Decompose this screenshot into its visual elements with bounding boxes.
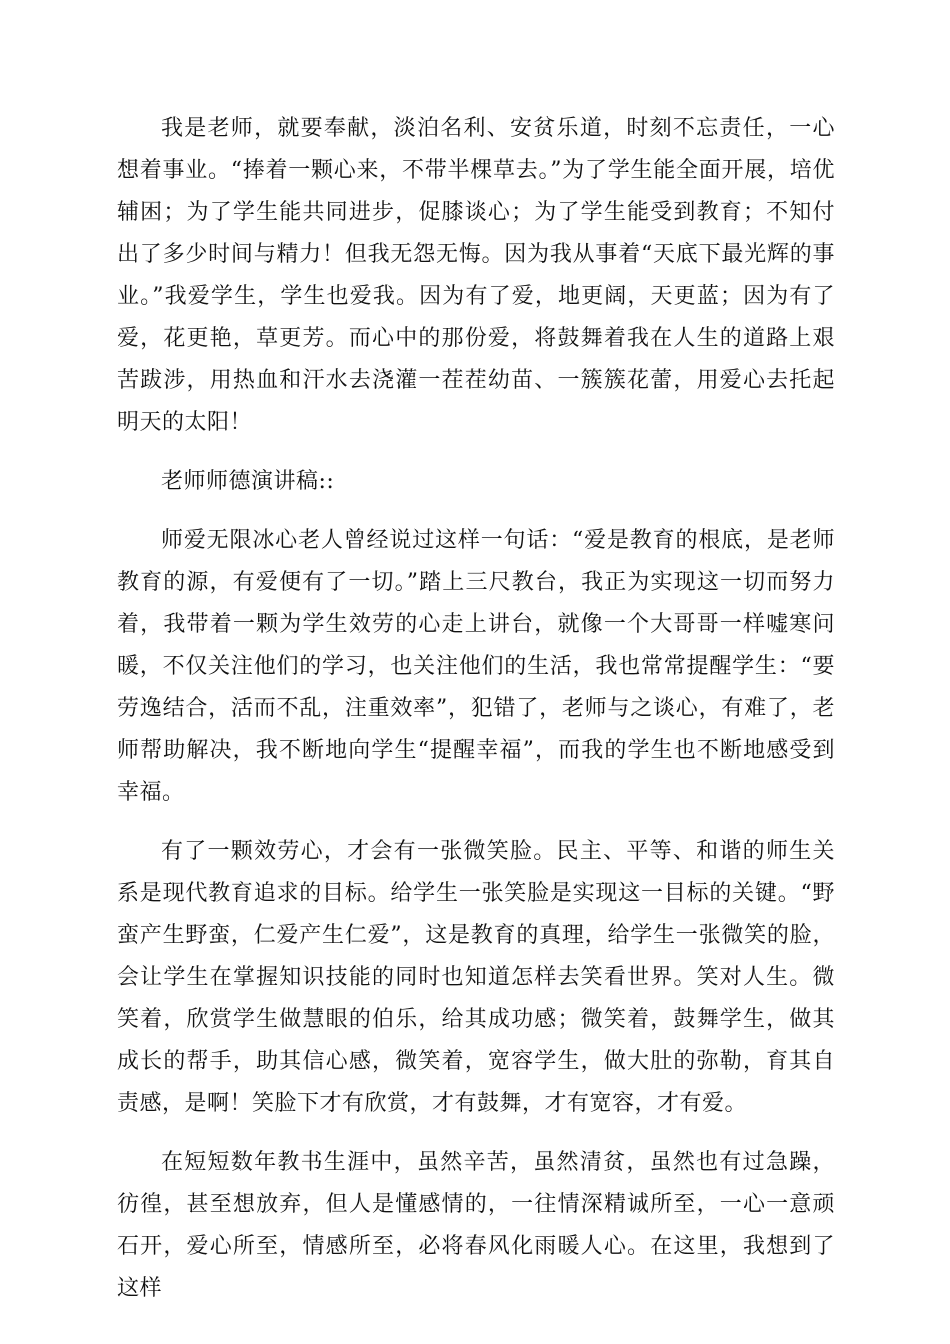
paragraph-teacher-love: 师爱无限冰心老人曾经说过这样一句话：“爱是教育的根底，是老师教育的源，有爱便有了一切。”踏上三尺教台，我正为实现这一切而努力着，我带着一颗为学生效劳的心走上讲台，就像一个大哥哥一样嘘寒问暖，不仅关注他们的学习，也关注他们的生活，我也常常提醒学生：“要劳逸结合，活而不乱，注重效率”，犯错了，老师与之谈心，有难了，老师帮助解决，我不断地向学生“提醒幸福”，而我的学生也不断地感受到幸福。 xyxy=(117,528,835,805)
paragraph-smiling-face: 有了一颗效劳心，才会有一张微笑脸。民主、平等、和谐的师生关系是现代教育追求的目标。给学生一张笑脸是实现这一目标的关键。“野蛮产生野蛮，仁爱产生仁爱”，这是教育的真理，给学生一张微笑的脸，会让学生在掌握知识技能的同时也知道怎样去笑看世界。笑对人生。微笑着，欣赏学生做慧眼的伯乐，给其成功感；微笑着，鼓舞学生，做其成长的帮手，助其信心感，微笑着，宽容学生，做大肚的弥勒，育其自责感，是啊！笑脸下才有欣赏，才有鼓舞，才有宽容，才有爱。 xyxy=(117,839,835,1116)
paragraph-teaching-career: 在短短数年教书生涯中，虽然辛苦，虽然清贫，虽然也有过急躁，彷徨，甚至想放弃，但人是懂感情的，一往情深精诚所至，一心一意顽石开，爱心所至，情感所至，必将春风化雨暖人心。在这里，我想到了这样 xyxy=(117,1150,835,1301)
document-body xyxy=(117,108,835,1327)
paragraph-dedication: 我是老师，就要奉献，淡泊名利、安贫乐道，时刻不忘责任，一心想着事业。“捧着一颗心来，不带半棵草去。”为了学生能全面开展，培优辅困；为了学生能共同进步，促膝谈心；为了学生能受到教育；不知付出了多少时间与精力！但我无怨无悔。因为我从事着“天底下最光辉的事业。”我爱学生，学生也爱我。因为有了爱，地更阔，天更蓝；因为有了爱，花更艳，草更芳。而心中的那份爱，将鼓舞着我在人生的道路上艰苦跋涉，用热血和汗水去浇灌一茬茬幼苗、一簇簇花蕾，用爱心去托起明天的太阳！ xyxy=(117,116,835,435)
speech-title: 老师师德演讲稿:: xyxy=(161,469,335,494)
